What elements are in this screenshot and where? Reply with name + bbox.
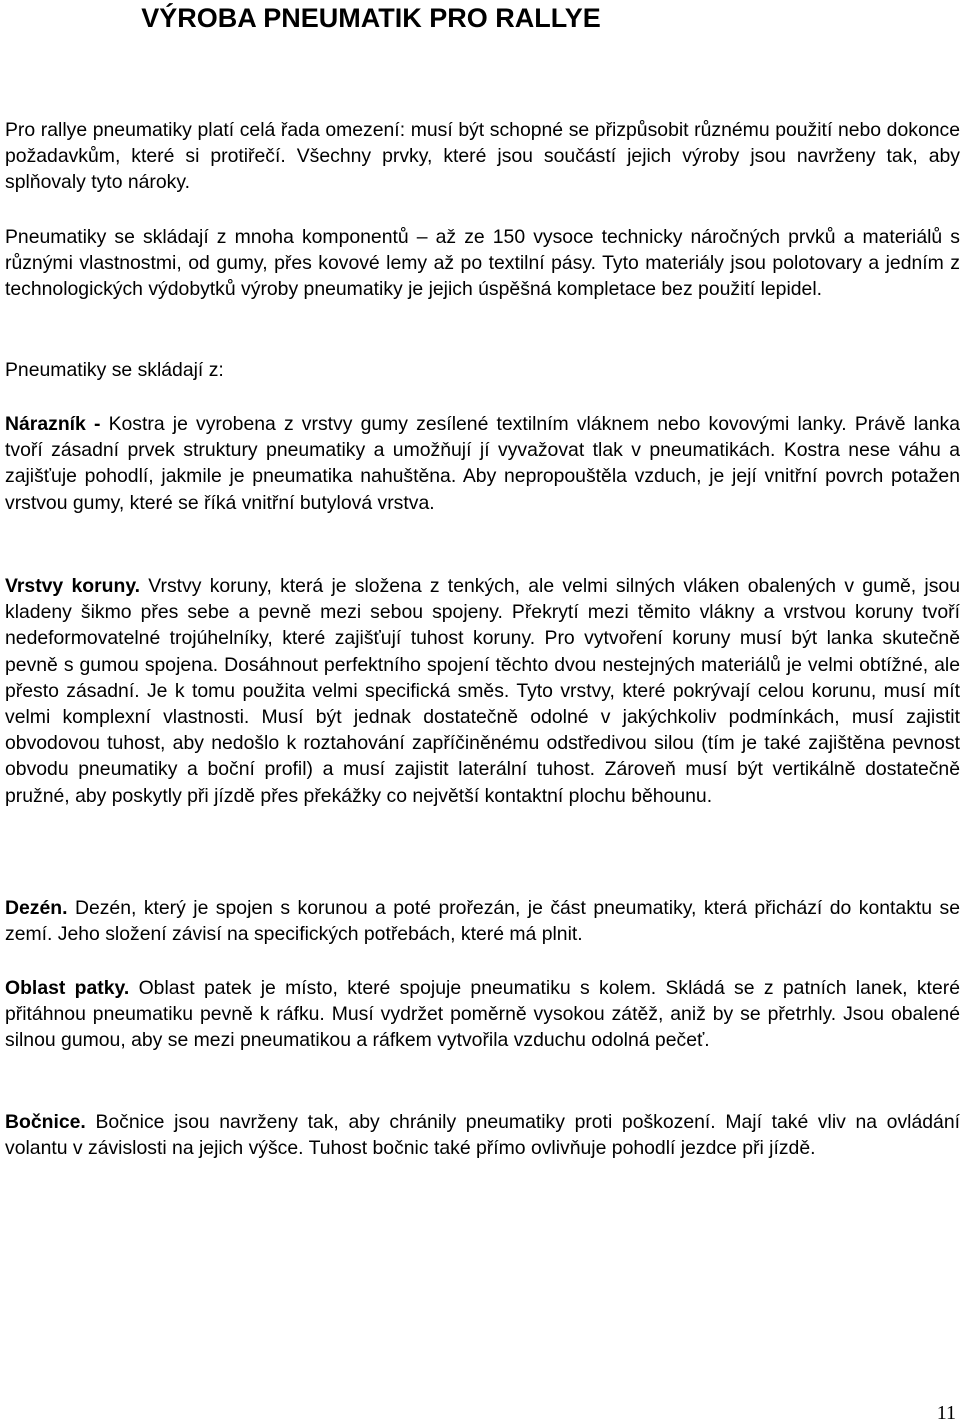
- section-text: Kostra je vyrobena z vrstvy gumy zesílené textilním vláknem nebo kovovými lanky. Právě lanka tvoří zásadní prvek struktury pneumatiky a umožňují jí vyvažovat tlak v pneumatikách. Kostra nese váhu a zajišťuje pohodlí, jakmile je pneumatika nahuštěna. Aby nepropouštěla vzduch, je její vnitřní povrch potažen vrstvou gumy, které se říká vnitřní butylová vrstva.: [5, 413, 960, 514]
- section-vrstvy-koruny: [5, 573, 960, 809]
- section-oblast-patky: [5, 975, 960, 1054]
- section-term: Nárazník -: [5, 413, 101, 435]
- section-term: Oblast patky.: [5, 977, 130, 999]
- section-term: Vrstvy koruny.: [5, 575, 141, 597]
- section-text: Bočnice jsou navrženy tak, aby chránily pneumatiky proti poškození. Mají také vliv na ovládání volantu v závislosti na jejich výšce. Tuhost bočnic také přímo ovlivňuje pohodlí jezdce při jízdě.: [5, 1111, 960, 1160]
- section-text: Oblast patek je místo, které spojuje pneumatiku s kolem. Skládá se z patních lanek, které přitáhnou pneumatiku pevně k ráfku. Musí vydržet poměrně vysokou zátěž, aniž by se přetrhly. Jsou obalené silnou gumou, aby se mezi pneumatikou a ráfkem vytvořila vzduchu odolná pečeť.: [5, 977, 960, 1052]
- intro-paragraph: Pro rallye pneumatiky platí celá řada omezení: musí být schopné se přizpůsobit různému použití nebo dokonce požadavkům, které si protiřečí. Všechny prvky, které jsou součástí jejich výroby jsou navrženy tak, aby splňovaly tyto nároky.: [5, 119, 960, 194]
- page-title: VÝROBA PNEUMATIK PRO RALLYE: [141, 3, 601, 33]
- section-term: Bočnice.: [5, 1111, 86, 1133]
- section-text: Dezén, který je spojen s korunou a poté prořezán, je část pneumatiky, která přichází do kontaktu se zemí. Jeho složení závisí na specifických potřebách, které má plnit.: [5, 897, 960, 946]
- section-text: Vrstvy koruny, která je složena z tenkých, ale velmi silných vláken obalených v gumě, jsou kladeny šikmo přes sebe a pevně mezi sebou spojeny. Překrytí mezi těmito vlákny a vrstvou koruny tvoří nedeformovatelné trojúhelníky, které zajišťují tuhost koruny. Pro vytvoření koruny musí být lanka skutečně pevně s gumou spojena. Dosáhnout perfektního spojení těchto dvou nestejných materiálů je velmi obtížné, ale přesto zásadní. Je k tomu použita velmi specifická směs. Tyto vrstvy, které pokrývají celou korunu, musí mít velmi komplexní vlastnosti. Musí být jednak dostatečně odolné v jakýchkoliv podmínkách, musí zajistit obvodovou tuhost, aby nedošlo k roztahování zapříčiněnému odstředivou silou (tím je také zajištěna pevnost obvodu pneumatiky a boční profil) a musí zajistit laterální tuhost. Zároveň musí být vertikálně dostatečně pružné, aby poskytly při jízdě přes překážky co největší kontaktní plochu běhounu.: [5, 575, 960, 807]
- document-page: [5, 0, 960, 1160]
- section-bocnice: [5, 1109, 960, 1161]
- list-intro-paragraph: Pneumatiky se skládají z:: [5, 359, 224, 381]
- section-naraznik: [5, 411, 960, 516]
- section-dezen: [5, 895, 960, 947]
- components-paragraph: Pneumatiky se skládají z mnoha komponentů – až ze 150 vysoce technicky náročných prvků a materiálů s různými vlastnostmi, od gumy, přes kovové lemy až po textilní pásy. Tyto materiály jsou polotovary a jedním z technologických výdobytků výroby pneumatiky je jejich úspěšná kompletace bez použití lepidel.: [5, 226, 960, 301]
- section-term: Dezén.: [5, 897, 68, 919]
- page-number: 11: [936, 1402, 956, 1424]
